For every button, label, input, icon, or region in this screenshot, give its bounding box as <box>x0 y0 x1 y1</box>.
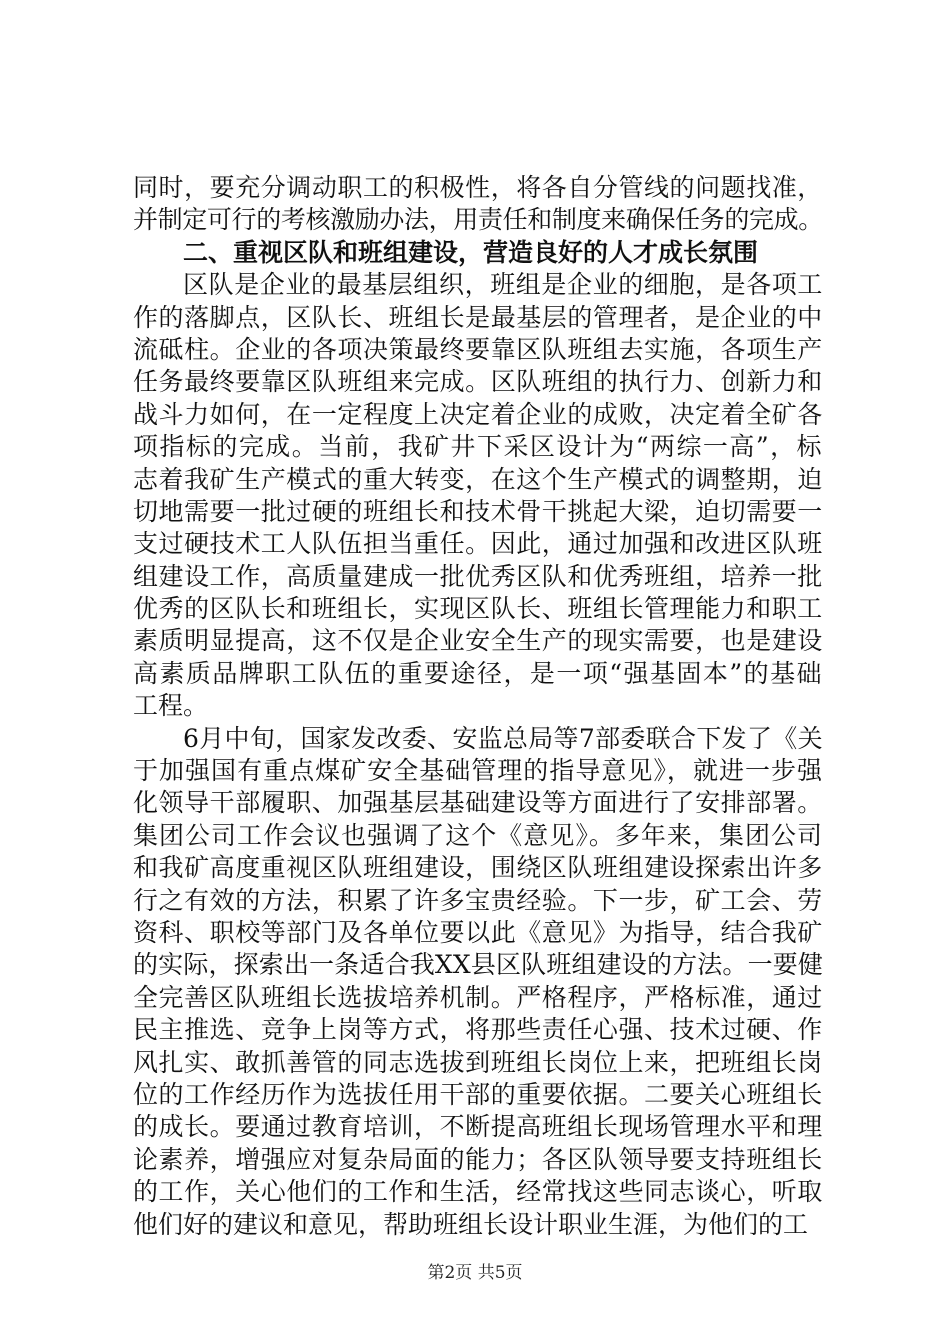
paragraph-line: 集团公司工作会议也强调了这个《意见》。多年来，集团公司 <box>133 820 823 850</box>
paragraph-line: 民主推选、竞争上岗等方式，将那些责任心强、技术过硬、作 <box>133 1015 823 1045</box>
paragraph-line: 切地需要一批过硬的班组长和技术骨干挑起大梁，迫切需要一 <box>133 496 823 526</box>
paragraph-line: 项指标的完成。当前，我矿井下采区设计为“两综一高”，标 <box>133 432 823 462</box>
paragraph-line: 资科、职校等部门及各单位要以此《意见》为指导，结合我矿 <box>133 917 823 947</box>
paragraph-line: 优秀的区队长和班组长，实现区队长、班组长管理能力和职工 <box>133 594 823 624</box>
paragraph-line: 位的工作经历作为选拔任用干部的重要依据。二要关心班组长 <box>133 1079 823 1109</box>
paragraph-line: 的成长。要通过教育培训，不断提高班组长现场管理水平和理 <box>133 1112 823 1142</box>
paragraph-line: 的实际，探索出一条适合我XX县区队班组建设的方法。一要健 <box>133 950 823 980</box>
paragraph-line: 他们好的建议和意见，帮助班组长设计职业生涯，为他们的工 <box>133 1209 809 1239</box>
paragraph-line: 行之有效的方法，积累了许多宝贵经验。下一步，矿工会、劳 <box>133 885 823 915</box>
paragraph-line: 全完善区队班组长选拔培养机制。严格程序，严格标准，通过 <box>133 982 823 1012</box>
paragraph-line: 论素养，增强应对复杂局面的能力；各区队领导要支持班组长 <box>133 1144 823 1174</box>
paragraph-line: 志着我矿生产模式的重大转变，在这个生产模式的调整期，迫 <box>133 464 823 494</box>
paragraph-line: 素质明显提高，这不仅是企业安全生产的现实需要，也是建设 <box>133 626 823 656</box>
paragraph-line: 战斗力如何，在一定程度上决定着企业的成败，决定着全矿各 <box>133 399 823 429</box>
document-body <box>133 172 823 1241</box>
paragraph-line: 6月中旬，国家发改委、安监总局等7部委联合下发了《关 <box>183 723 823 753</box>
paragraph-line: 同时，要充分调动职工的积极性，将各自分管线的问题找准， <box>133 173 823 202</box>
paragraph-line: 于加强国有重点煤矿安全基础管理的指导意见》，就进一步强 <box>133 756 823 786</box>
paragraph-line: 风扎实、敢抓善管的同志选拔到班组长岗位上来，把班组长岗 <box>133 1047 823 1077</box>
page-footer: 第2页 共5页 <box>427 1263 523 1283</box>
paragraph-line: 的工作，关心他们的工作和生活，经常找这些同志谈心，听取 <box>133 1177 823 1207</box>
paragraph-line: 区队是企业的最基层组织，班组是企业的细胞，是各项工 <box>183 270 823 300</box>
section-heading: 二、重视区队和班组建设，营造良好的人才成长氛围 <box>183 237 759 267</box>
paragraph-line: 和我矿高度重视区队班组建设，围绕区队班组建设探索出许多 <box>133 853 823 883</box>
paragraph-line: 任务最终要靠区队班组来完成。区队班组的执行力、创新力和 <box>133 367 823 397</box>
paragraph-line: 并制定可行的考核激励办法，用责任和制度来确保任务的完成。 <box>133 205 823 235</box>
paragraph-line: 工程。 <box>133 691 209 721</box>
paragraph-line: 组建设工作，高质量建成一批优秀区队和优秀班组，培养一批 <box>133 561 823 591</box>
paragraph-line: 高素质品牌职工队伍的重要途径，是一项“强基固本”的基础 <box>133 658 823 688</box>
paragraph-line: 流砥柱。企业的各项决策最终要靠区队班组去实施，各项生产 <box>133 334 823 364</box>
paragraph-line: 化领导干部履职、加强基层基础建设等方面进行了安排部署。 <box>133 788 823 818</box>
paragraph-line: 作的落脚点，区队长、班组长是最基层的管理者，是企业的中 <box>133 302 823 332</box>
paragraph-line: 支过硬技术工人队伍担当重任。因此，通过加强和改进区队班 <box>133 529 823 559</box>
